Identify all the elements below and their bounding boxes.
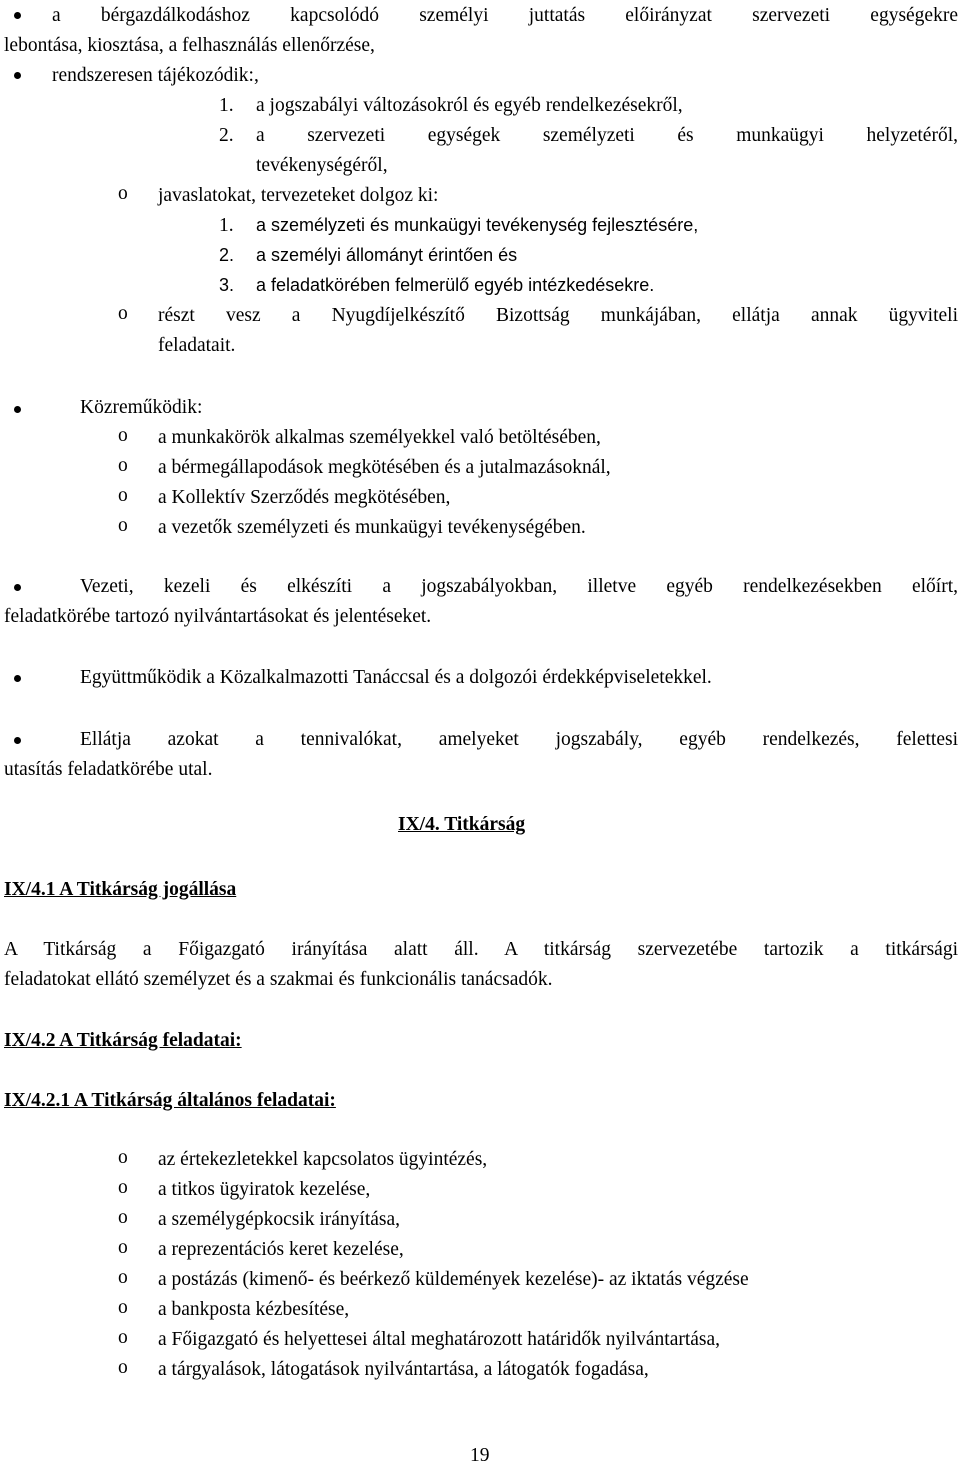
- bullet-icon: [14, 12, 21, 19]
- section-label: Közreműködik:: [80, 397, 203, 418]
- bullet-icon: [14, 737, 21, 744]
- list-item: a reprezentációs keret kezelése,: [158, 1239, 404, 1260]
- list-item: a postázás (kimenő- és beérkező küldemények kezelése)- az iktatás végzése: [158, 1269, 749, 1290]
- list-item: részt vesz a Nyugdíjelkészítő Bizottság munkájában, ellátja annak ügyviteli: [158, 305, 958, 326]
- page-number: 19: [470, 1445, 490, 1466]
- paragraph-line: rendszeresen tájékozódik:,: [52, 65, 259, 86]
- subsection-heading: IX/4.2 A Titkárság feladatai:: [4, 1030, 242, 1051]
- circle-bullet: o: [118, 515, 128, 536]
- paragraph-line: Együttműködik a Közalkalmazotti Tanáccsal és a dolgozói érdekképviseletekkel.: [80, 667, 712, 688]
- list-item-cont: tevékenységéről,: [256, 155, 388, 176]
- list-item: az értekezletekkel kapcsolatos ügyintézés,: [158, 1149, 488, 1170]
- circle-bullet: o: [118, 1297, 128, 1318]
- circle-bullet: o: [118, 1357, 128, 1378]
- circle-bullet: o: [118, 1177, 128, 1198]
- list-item: a szervezeti egységek személyzeti és munkaügyi helyzetéről,: [256, 125, 958, 146]
- circle-bullet: o: [118, 183, 128, 204]
- paragraph-line: feladatkörébe tartozó nyilvántartásokat és jelentéseket.: [4, 606, 432, 627]
- list-item: a vezetők személyzeti és munkaügyi tevékenységében.: [158, 517, 586, 538]
- list-item: a tárgyalások, látogatások nyilvántartása, a látogatók fogadása,: [158, 1359, 649, 1380]
- circle-bullet: o: [118, 455, 128, 476]
- list-item: a személygépkocsik irányítása,: [158, 1209, 401, 1230]
- bullet-icon: [14, 406, 21, 413]
- bullet-icon: [14, 72, 21, 79]
- section-heading: IX/4. Titkárság: [398, 814, 526, 835]
- list-number: 3.: [219, 275, 235, 295]
- list-number: 1.: [219, 95, 234, 116]
- list-item: a jogszabályi változásokról és egyéb rendelkezésekről,: [256, 95, 683, 116]
- circle-bullet: o: [118, 1267, 128, 1288]
- list-item: a munkakörök alkalmas személyekkel való betöltésében,: [158, 427, 601, 448]
- paragraph-line: Ellátja azokat a tennivalókat, amelyeket jogszabály, egyéb rendelkezés, felettesi: [80, 729, 958, 750]
- bullet-icon: [14, 584, 21, 591]
- circle-bullet: o: [118, 1237, 128, 1258]
- paragraph-line: feladatokat ellátó személyzet és a szakmai és funkcionális tanácsadók.: [4, 969, 553, 990]
- list-item: a feladatkörében felmerülő egyéb intézkedésekre.: [256, 275, 655, 295]
- paragraph-line: Vezeti, kezeli és elkészíti a jogszabályokban, illetve egyéb rendelkezésekben előírt,: [80, 576, 958, 597]
- list-item: a személyzeti és munkaügyi tevékenység fejlesztésére,: [256, 215, 699, 235]
- circle-bullet: o: [118, 485, 128, 506]
- paragraph-line: a bérgazdálkodáshoz kapcsolódó személyi juttatás előirányzat szervezeti egységekre: [52, 5, 958, 26]
- list-number: 1.: [219, 215, 234, 236]
- subsection-heading: IX/4.1 A Titkárság jogállása: [4, 879, 237, 900]
- circle-bullet: o: [118, 1327, 128, 1348]
- list-item: javaslatokat, tervezeteket dolgoz ki:: [158, 185, 439, 206]
- bullet-icon: [14, 675, 21, 682]
- list-number: 2.: [219, 245, 235, 265]
- paragraph-line: lebontása, kiosztása, a felhasználás ellenőrzése,: [4, 35, 375, 56]
- list-item: a titkos ügyiratok kezelése,: [158, 1179, 371, 1200]
- list-item: a bérmegállapodások megkötésében és a jutalmazásoknál,: [158, 457, 611, 478]
- subsection-heading: IX/4.2.1 A Titkárság általános feladatai:: [4, 1090, 336, 1111]
- paragraph-line: A Titkárság a Főigazgató irányítása alatt áll. A titkárság szervezetébe tartozik a titkársági: [4, 939, 958, 960]
- circle-bullet: o: [118, 303, 128, 324]
- list-item: a bankposta kézbesítése,: [158, 1299, 350, 1320]
- list-item: a Főigazgató és helyettesei által meghatározott határidők nyilvántartása,: [158, 1329, 721, 1350]
- circle-bullet: o: [118, 1147, 128, 1168]
- list-item-cont: feladatait.: [158, 335, 236, 356]
- list-item: a személyi állományt érintően és: [256, 245, 518, 265]
- circle-bullet: o: [118, 425, 128, 446]
- circle-bullet: o: [118, 1207, 128, 1228]
- paragraph-line: utasítás feladatkörébe utal.: [4, 759, 213, 780]
- list-item: a Kollektív Szerződés megkötésében,: [158, 487, 451, 508]
- list-number: 2.: [219, 125, 234, 146]
